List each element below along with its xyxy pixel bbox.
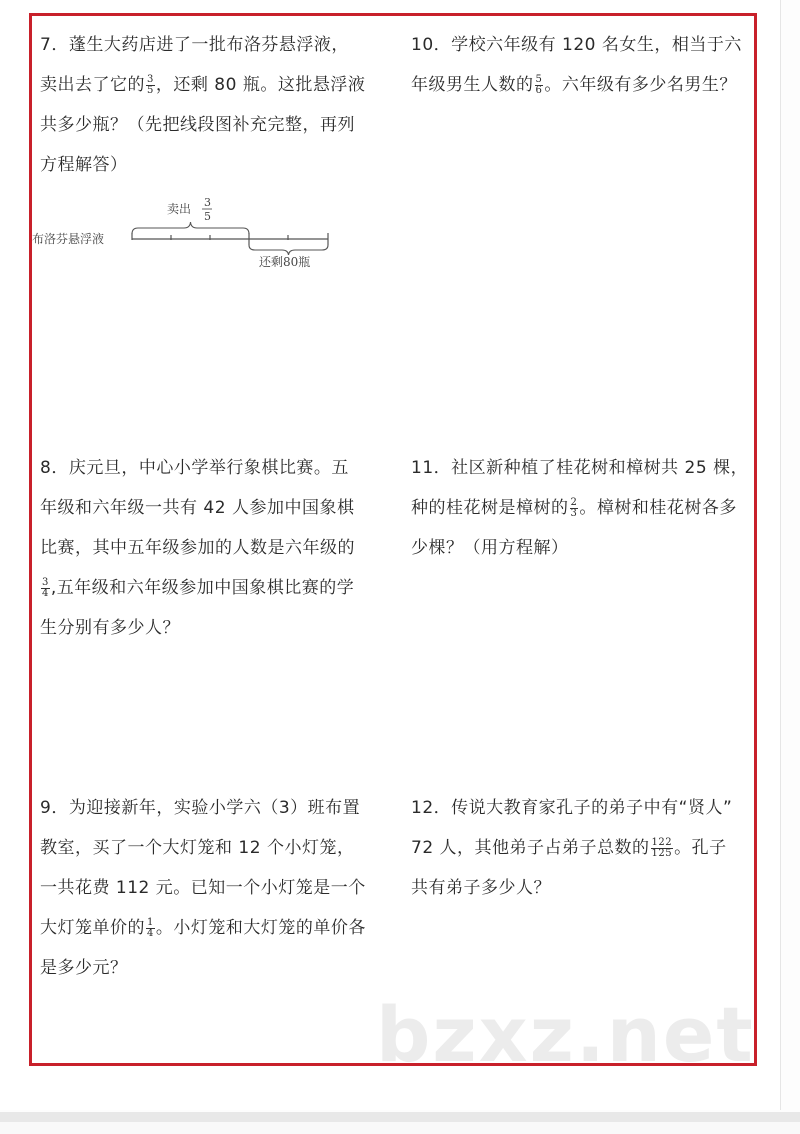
text: ,五年级和六年级参加中国象棋比赛的学 bbox=[50, 578, 355, 598]
text: 生分别有多少人？ bbox=[40, 618, 180, 638]
text: 8．庆元旦，中心小学举行象棋比赛。五 bbox=[40, 458, 349, 478]
numerator: 3 bbox=[42, 576, 49, 588]
text: 。樟树和桂花树各多 bbox=[579, 498, 737, 518]
text: 10．学校六年级有 120 名女生，相当于六 bbox=[411, 35, 742, 55]
problem-9 bbox=[40, 788, 390, 988]
problem-line bbox=[40, 528, 390, 568]
text: ，还剩 80 瓶。这批悬浮液 bbox=[155, 75, 366, 95]
problem-line bbox=[40, 908, 390, 948]
text: 72 人，其他弟子占弟子总数的 bbox=[411, 838, 650, 858]
numerator: 5 bbox=[535, 73, 543, 85]
fraction bbox=[651, 838, 674, 859]
line-segment-diagram bbox=[30, 190, 350, 270]
problem-line bbox=[40, 65, 390, 105]
text: 。小灯笼和大灯笼的单价各 bbox=[155, 918, 366, 938]
numerator: 3 bbox=[147, 73, 154, 85]
bottom-label: 还剩80瓶 bbox=[259, 255, 311, 269]
problem-line bbox=[40, 488, 390, 528]
problem-line bbox=[411, 528, 761, 568]
text: 种的桂花树是樟树的 bbox=[411, 498, 569, 518]
numerator: 1 bbox=[147, 916, 154, 928]
fraction bbox=[535, 75, 544, 96]
denominator: 5 bbox=[147, 84, 154, 96]
text: 是多少元？ bbox=[40, 958, 128, 978]
problem-7 bbox=[40, 25, 390, 185]
fraction bbox=[146, 918, 155, 939]
problem-12 bbox=[411, 788, 761, 908]
fraction bbox=[146, 75, 155, 96]
text: 。孔子 bbox=[674, 838, 727, 858]
denominator: 3 bbox=[570, 507, 578, 519]
problem-8 bbox=[40, 448, 390, 648]
text: 卖出去了它的 bbox=[40, 75, 145, 95]
denominator: 4 bbox=[147, 927, 154, 939]
text: 年级和六年级一共有 42 人参加中国象棋 bbox=[40, 498, 355, 518]
diagram-label-left: 布洛芬悬浮液 bbox=[32, 232, 105, 246]
numerator: 2 bbox=[570, 496, 578, 508]
problem-line bbox=[40, 568, 390, 608]
denominator: 125 bbox=[651, 847, 673, 859]
denominator: 4 bbox=[42, 587, 49, 599]
problem-line bbox=[411, 828, 761, 868]
text: 年级男生人数的 bbox=[411, 75, 534, 95]
problem-line bbox=[40, 105, 390, 145]
problem-line bbox=[40, 608, 390, 648]
problem-line bbox=[40, 145, 390, 185]
fraction bbox=[41, 578, 50, 599]
text: 共多少瓶？（先把线段图补充完整，再列 bbox=[40, 115, 355, 135]
page-separator bbox=[0, 1112, 800, 1122]
problem-line bbox=[40, 828, 390, 868]
problem-line bbox=[40, 868, 390, 908]
top-label: 卖出 bbox=[167, 202, 192, 216]
text: 12．传说大教育家孔子的弟子中有“贤人” bbox=[411, 798, 733, 818]
text: 大灯笼单价的 bbox=[40, 918, 145, 938]
problem-line bbox=[411, 488, 761, 528]
denominator: 6 bbox=[535, 84, 543, 96]
text: 一共花费 112 元。已知一个小灯笼是一个 bbox=[40, 878, 366, 898]
watermark: bzxz.net bbox=[376, 990, 755, 1079]
problem-line bbox=[411, 868, 761, 908]
text: 9．为迎接新年，实验小学六（3）班布置 bbox=[40, 798, 361, 818]
problem-line bbox=[40, 448, 390, 488]
fraction bbox=[570, 498, 579, 519]
next-page-edge bbox=[0, 1122, 800, 1134]
problem-line bbox=[411, 788, 761, 828]
bottom-brace bbox=[249, 245, 328, 255]
problem-line bbox=[40, 948, 390, 988]
top-brace bbox=[132, 222, 249, 234]
text: 。六年级有多少名男生？ bbox=[544, 75, 737, 95]
text: 7．蓬生大药店进了一批布洛芬悬浮液， bbox=[40, 35, 349, 55]
text: 教室，买了一个大灯笼和 12 个小灯笼， bbox=[40, 838, 355, 858]
problem-11 bbox=[411, 448, 761, 568]
top-fraction-num: 3 bbox=[204, 196, 211, 209]
problem-line bbox=[40, 25, 390, 65]
problem-line bbox=[411, 25, 761, 65]
numerator: 122 bbox=[651, 836, 673, 848]
text: 11．社区新种植了桂花树和樟树共 25 棵， bbox=[411, 458, 749, 478]
problem-line bbox=[411, 65, 761, 105]
problem-10 bbox=[411, 25, 761, 105]
text: 方程解答） bbox=[40, 155, 128, 175]
top-fraction-den: 5 bbox=[204, 210, 211, 223]
text: 比赛，其中五年级参加的人数是六年级的 bbox=[40, 538, 355, 558]
problem-line bbox=[40, 788, 390, 828]
text: 少棵？（用方程解） bbox=[411, 538, 569, 558]
text: 共有弟子多少人？ bbox=[411, 878, 551, 898]
problem-line bbox=[411, 448, 761, 488]
